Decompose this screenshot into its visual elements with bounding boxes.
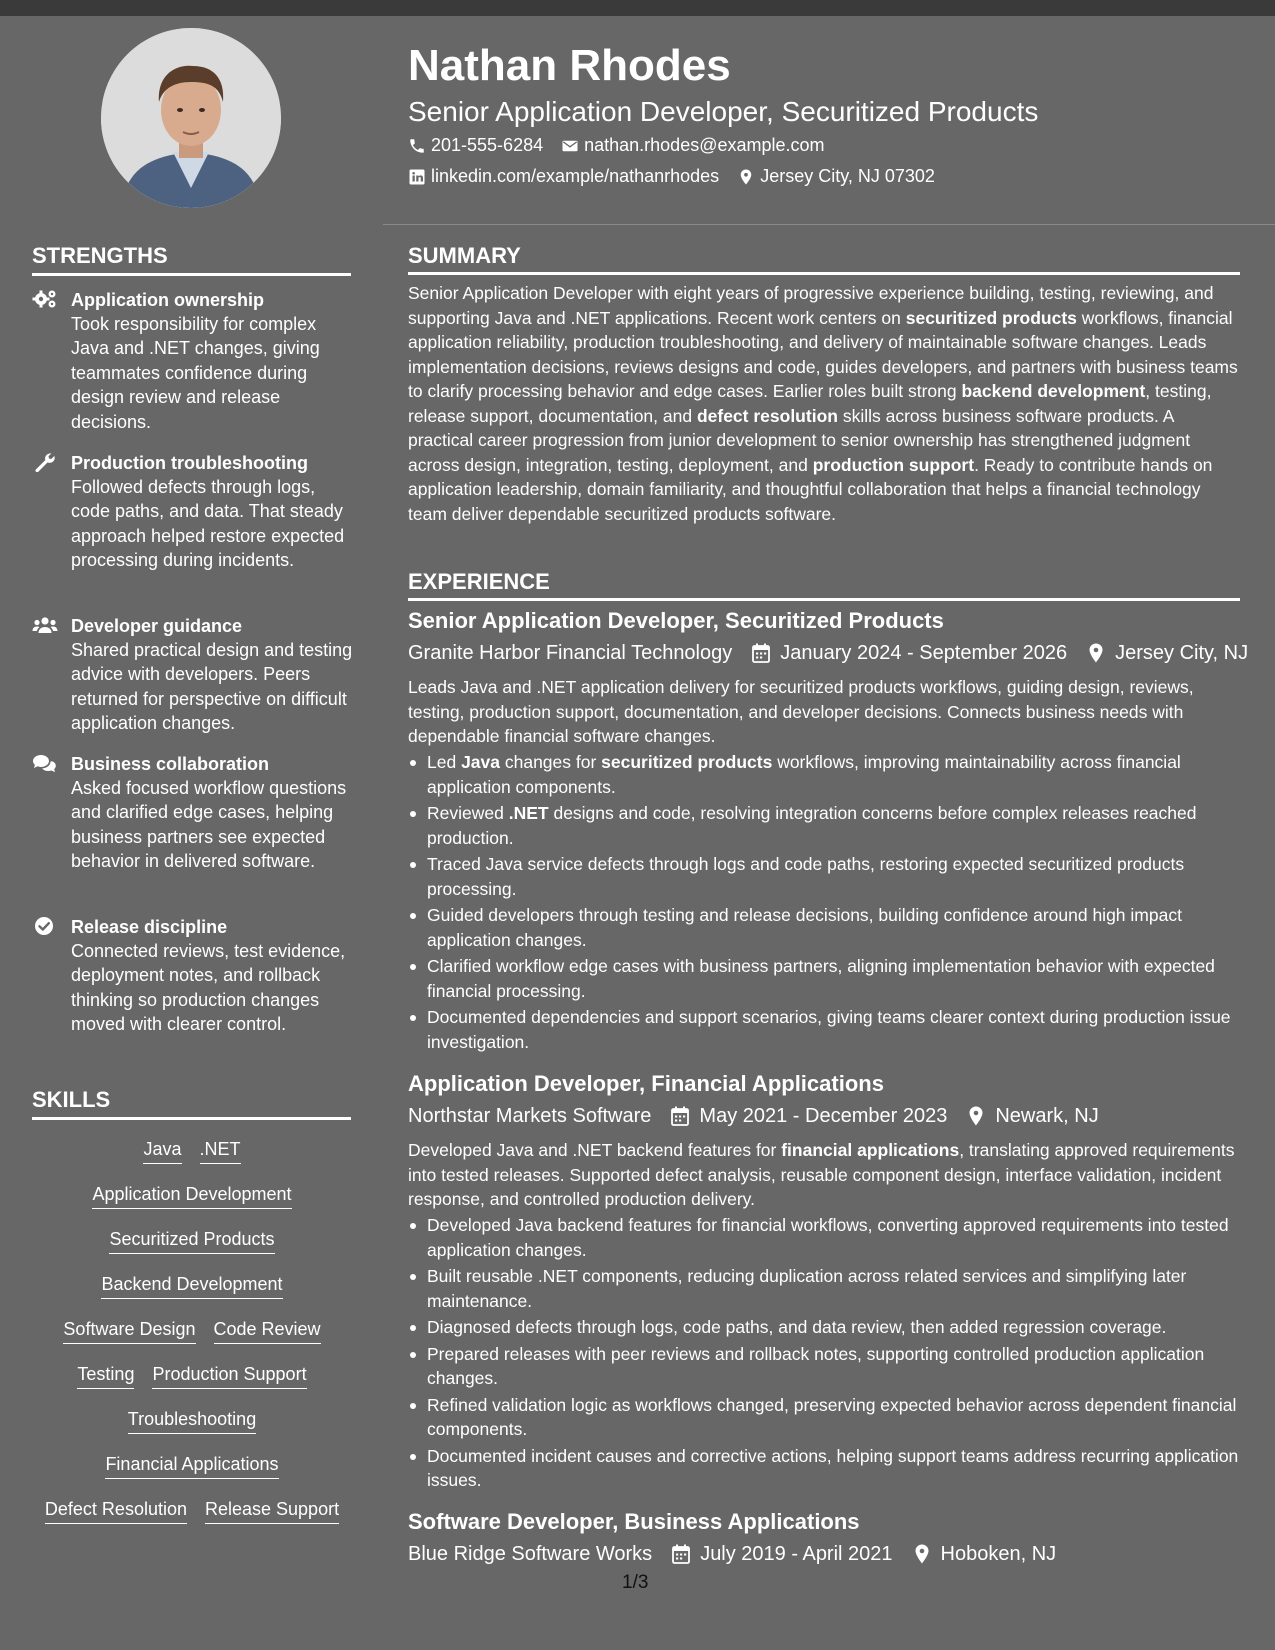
- experience-rule: [408, 598, 1240, 601]
- phone-text: 201-555-6284: [431, 135, 544, 155]
- strength-desc: Connected reviews, test evidence, deployment notes, and rollback thinking so production changes moved with clearer control.: [71, 941, 346, 1035]
- top-bar: [0, 0, 1275, 16]
- bullet-item: [408, 954, 1240, 1003]
- text-run: Built reusable .NET components, reducing duplication across related services and simplifying later maintenance.: [427, 1266, 1187, 1311]
- skill-row: [32, 1407, 352, 1434]
- skills-rule: [32, 1117, 351, 1120]
- job-dates: January 2024 - September 2026: [780, 642, 1068, 664]
- job-company: Granite Harbor Financial Technology: [408, 642, 733, 664]
- text-run: workflows, financial application reliability, production troubleshooting, and delivery of maintainable software changes. Leads implementation decisions, reviews designs and code, guides developers, and partners with business teams to clarify processing behavior and edge cases. Earlier roles built strong: [408, 307, 1238, 401]
- text-run: Senior Application Developer with eight years of progressive experience building, testing, reviewing, and supporting Java and .NET applications. Recent work centers on: [408, 283, 1214, 328]
- job-location: Newark, NJ: [995, 1105, 1099, 1127]
- skill-tag: Production Support: [152, 1362, 306, 1389]
- strength-title: Business collaboration: [71, 754, 270, 774]
- text-run: Prepared releases with peer reviews and rollback notes, supporting controlled production application changes.: [427, 1343, 1205, 1388]
- strength-desc: Asked focused workflow questions and clarified edge cases, helping business partners see expected behavior in delivered software.: [71, 778, 347, 872]
- contact-row-2: [408, 166, 953, 187]
- text-run: Documented incident causes and corrective actions, helping support teams address recurring application issues.: [427, 1445, 1239, 1490]
- bullet-item: [408, 1213, 1240, 1262]
- profile-photo: [101, 28, 281, 208]
- job-title: Senior Application Developer, Securitized Products: [408, 608, 944, 633]
- job-dates: May 2021 - December 2023: [699, 1105, 948, 1127]
- bullet-item: [408, 801, 1240, 850]
- phone-icon: [408, 137, 426, 155]
- job-dates: July 2019 - April 2021: [700, 1543, 893, 1565]
- comments-icon: [32, 753, 58, 773]
- job-description: [408, 675, 1240, 749]
- text-run: Diagnosed defects through logs, code paths, and data review, then added regression coverage.: [427, 1317, 1167, 1337]
- candidate-name: Nathan Rhodes: [408, 41, 731, 90]
- contact-linkedin[interactable]: [408, 166, 719, 187]
- text-run: , testing, release support, documentation, and: [408, 381, 1212, 426]
- bold-phrase: Java: [461, 752, 500, 772]
- job-company: Northstar Markets Software: [408, 1105, 652, 1127]
- skills-heading: SKILLS: [32, 1087, 111, 1112]
- email-text: nathan.rhodes@example.com: [584, 135, 825, 155]
- contact-email[interactable]: [561, 135, 824, 156]
- bold-phrase: defect resolution: [696, 405, 838, 426]
- skill-tag: Troubleshooting: [128, 1407, 256, 1434]
- bold-phrase: securitized products: [905, 307, 1077, 328]
- bold-phrase: financial applications: [781, 1140, 960, 1160]
- job-bullets: [408, 750, 1240, 1056]
- map-pin-icon: [737, 168, 755, 186]
- skill-tag: Backend Development: [101, 1272, 282, 1299]
- bullet-item: [408, 1264, 1240, 1313]
- bullet-item: [408, 1393, 1240, 1442]
- bullet-item: [408, 1342, 1240, 1391]
- text-run: workflows, improving maintainability across financial application components.: [427, 752, 1181, 797]
- skill-tag: Release Support: [205, 1497, 339, 1524]
- job-title: Software Developer, Business Applications: [408, 1509, 860, 1534]
- job-bullets: [408, 1213, 1240, 1495]
- skill-tag: Java: [143, 1137, 181, 1164]
- wrench-icon: [32, 452, 58, 472]
- skill-tag: Defect Resolution: [45, 1497, 187, 1524]
- summary-rule: [408, 272, 1240, 275]
- calendar-icon: [752, 643, 770, 663]
- strength-title: Developer guidance: [71, 616, 243, 636]
- text-run: . Ready to contribute hands on application leadership, domain familiarity, and thoughtful collaboration that helps a financial technology team deliver dependable securitized products software.: [408, 454, 1213, 524]
- text-run: Led: [427, 752, 462, 772]
- bullet-item: [408, 750, 1240, 799]
- skill-row: [32, 1497, 352, 1524]
- text-run: skills across business software products. A practical career progression from junior development to senior ownership has strengthened judgment across design, integration, testing, deployment, and: [408, 405, 1191, 475]
- candidate-headline: Senior Application Developer, Securitized Products: [408, 96, 1039, 127]
- map-pin-icon: [913, 1544, 931, 1564]
- text-run: Traced Java service defects through logs and code paths, restoring expected securitized products processing.: [427, 854, 1185, 899]
- bold-phrase: .NET: [508, 803, 549, 823]
- text-run: designs and code, resolving integration concerns before complex releases reached production.: [427, 803, 1197, 848]
- job-meta: [408, 1542, 1056, 1566]
- bullet-item: [408, 1315, 1240, 1340]
- bullet-item: [408, 1444, 1240, 1493]
- text-run: Clarified workflow edge cases with business partners, aligning implementation behavior with expected financial processing.: [427, 956, 1215, 1001]
- strengths-heading: STRENGTHS: [32, 243, 168, 268]
- text-run: Guided developers through testing and release decisions, building confidence around high impact application changes.: [427, 905, 1182, 950]
- skill-tag: Software Design: [63, 1317, 195, 1344]
- users-icon: [32, 615, 58, 635]
- job-title: Application Developer, Financial Applications: [408, 1071, 884, 1096]
- skill-row: [32, 1182, 352, 1209]
- skill-tag: Testing: [77, 1362, 134, 1389]
- skill-tag: Financial Applications: [105, 1452, 278, 1479]
- summary-heading: SUMMARY: [408, 243, 521, 268]
- job-meta: [408, 641, 1248, 665]
- skill-row: [32, 1227, 352, 1254]
- check-circle-icon: [32, 916, 58, 936]
- location-text: Jersey City, NJ 07302: [760, 166, 935, 186]
- bullet-item: [408, 903, 1240, 952]
- skill-row: [32, 1317, 352, 1344]
- skill-tag: Application Development: [92, 1182, 291, 1209]
- bullet-item: [408, 852, 1240, 901]
- bold-phrase: backend development: [961, 381, 1146, 401]
- job-location: Jersey City, NJ: [1115, 642, 1249, 664]
- text-run: Leads Java and .NET application delivery for securitized products workflows, guiding design, reviews, testing, production support, documentation, and developer decisions. Connects business needs with dependable financial software changes.: [408, 677, 1194, 746]
- summary-text: [408, 281, 1240, 526]
- text-run: Reviewed: [427, 803, 509, 823]
- calendar-icon: [671, 1106, 689, 1126]
- map-pin-icon: [1087, 643, 1105, 663]
- bold-phrase: production support: [812, 454, 975, 475]
- contact-location: [737, 166, 935, 187]
- linkedin-icon: [408, 168, 426, 186]
- text-run: Developed Java backend features for financial workflows, converting approved requirements into tested application changes.: [427, 1215, 1229, 1260]
- text-run: Refined validation logic as workflows changed, preserving expected behavior across dependent financial components.: [427, 1394, 1237, 1439]
- job-location: Hoboken, NJ: [940, 1543, 1057, 1565]
- text-run: Developed Java and .NET backend features for: [408, 1140, 782, 1160]
- bullet-item: [408, 1005, 1240, 1054]
- envelope-icon: [561, 137, 579, 155]
- strength-desc: Shared practical design and testing advice with developers. Peers returned for perspective on difficult application changes.: [71, 640, 353, 734]
- text-run: changes for: [500, 752, 602, 772]
- experience-heading: EXPERIENCE: [408, 569, 550, 594]
- map-pin-icon: [967, 1106, 985, 1126]
- contact-row-1: [408, 135, 843, 156]
- job-description: [408, 1138, 1240, 1212]
- skill-row: [32, 1272, 352, 1299]
- job-meta: [408, 1104, 1099, 1128]
- skill-tag: Securitized Products: [109, 1227, 274, 1254]
- strength-desc: Took responsibility for complex Java and .NET changes, giving teammates confidence during design review and release decisions.: [71, 314, 320, 432]
- strength-title: Release discipline: [71, 917, 228, 937]
- strength-desc: Followed defects through logs, code paths, and data. That steady approach helped restore expected processing during incidents.: [71, 477, 345, 571]
- gears-icon: [32, 289, 58, 309]
- skill-tag: Code Review: [214, 1317, 321, 1344]
- job-company: Blue Ridge Software Works: [408, 1543, 653, 1565]
- contact-phone[interactable]: [408, 135, 543, 156]
- skill-row: [32, 1137, 352, 1164]
- skill-row: [32, 1452, 352, 1479]
- skill-tag: .NET: [200, 1137, 241, 1164]
- strength-title: Application ownership: [71, 290, 265, 310]
- page-indicator: 1/3: [622, 1572, 649, 1593]
- text-run: Documented dependencies and support scenarios, giving teams clearer context during production issue investigation.: [427, 1007, 1231, 1052]
- strengths-rule: [32, 273, 351, 276]
- calendar-icon: [672, 1544, 690, 1564]
- text-run: , translating approved requirements into tested releases. Supported defect analysis, reusable component design, interface validation, incident response, and controlled production delivery.: [408, 1140, 1235, 1209]
- skill-row: [32, 1362, 352, 1389]
- header-divider: [383, 224, 1275, 225]
- strength-title: Production troubleshooting: [71, 453, 308, 473]
- linkedin-text: linkedin.com/example/nathanrhodes: [431, 166, 720, 186]
- bold-phrase: securitized products: [601, 752, 773, 772]
